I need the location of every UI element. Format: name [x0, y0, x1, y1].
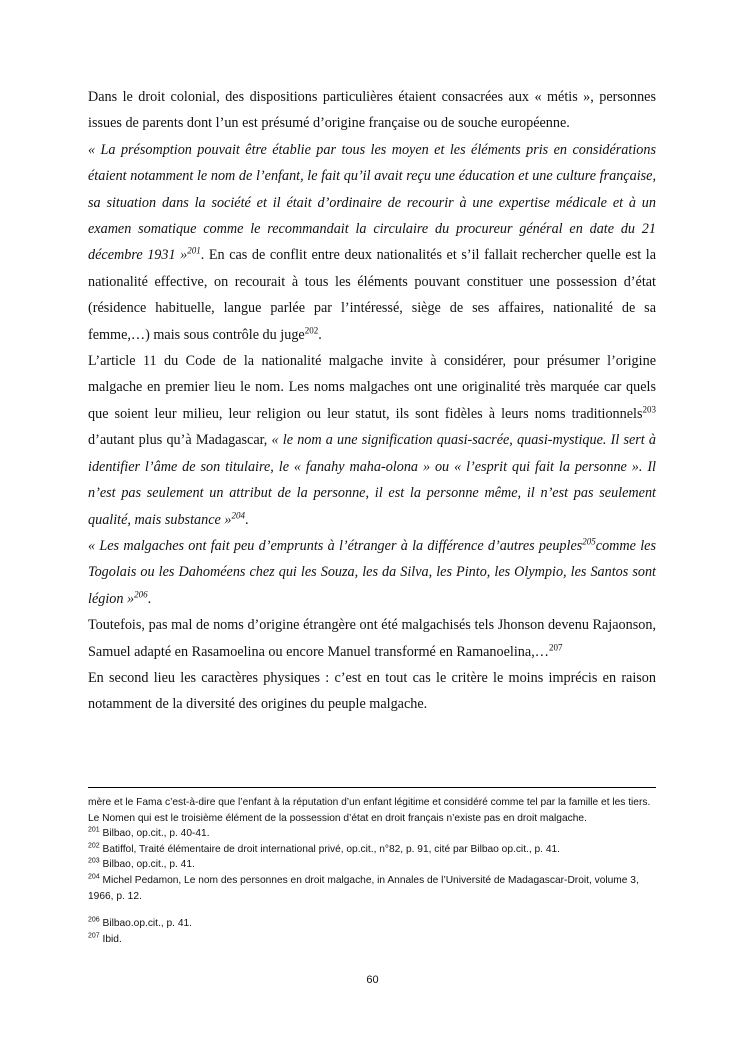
footnote-text: Bilbao.op.cit., p. 41. [99, 918, 192, 930]
paragraph-metis: Dans le droit colonial, des dispositions particulières étaient consacrées aux « métis », personnes issues de parents dont l’un est présumé d’origine française ou de souche européenne. [88, 89, 656, 132]
footnote-number: 207 [88, 932, 100, 940]
footnote-number: 206 [88, 916, 100, 924]
footnote-204 [88, 873, 656, 904]
quote-presumption: « La présomption pouvait être établie par tous les moyen et les éléments pris en considérations étaient notamment le nom de l’enfant, le fait qu’il avait reçu une éducation et une culture française, sa situation dans la société et il était d’ordinaire de recourir à une expertise médicale et à un examen somatique comme le recommandait la circulaire du procureur général en date du 21 décembre 1931 » [88, 141, 656, 264]
footnote-ref-205[interactable]: 205 [582, 536, 596, 547]
footnote-text: Michel Pedamon, Le nom des personnes en droit malgache, in Annales de l’Université de Madagascar-Droit, volume 3, 1966, p. 12. [88, 874, 639, 902]
text-conflict: . En cas de conflit entre deux nationalités et s’il fallait rechercher quelle est la nationalité effective, on recourait à tous les éléments pouvant constituer une possession d’état (résidence habituelle, langue parlée par l’intéressé, siège de ses affaires, nationalité de sa femme,…) mais sous contrôle du juge [88, 247, 656, 343]
footnote-ref-202[interactable]: 202 [304, 324, 319, 335]
footnote-text: Ibid. [99, 933, 122, 945]
footnote-text: Bilbao, op.cit., p. 40-41. [99, 828, 210, 840]
paragraph-toutefois [88, 612, 656, 665]
footnote-number: 202 [88, 842, 100, 850]
period: . [147, 590, 152, 607]
quote-emprunts-a: « Les malgaches ont fait peu d’emprunts à l’étranger à la différence d’autres peuples [88, 537, 583, 554]
footnote-gap [88, 904, 656, 916]
footnote-201 [88, 826, 656, 842]
page-number: 60 [366, 974, 379, 986]
paragraph-caracteres: En second lieu les caractères physiques : c’est en tout cas le critère le moins imprécis en raison notamment de la diversité des origines du peuple malgache. [88, 669, 656, 713]
footnote-separator [88, 787, 656, 788]
main-text [88, 84, 656, 718]
footnote-text: Bilbao, op.cit., p. 41. [99, 859, 195, 871]
footnote-203 [88, 857, 656, 873]
footnote-text: Batiffol, Traité élémentaire de droit international privé, op.cit., n°82, p. 91, cité par Bilbao op.cit., p. 41. [99, 843, 561, 855]
text-madagascar: d’autant plus qu’à Madagascar, [88, 432, 272, 449]
quote-nom: « le nom a une signification quasi-sacrée, quasi-mystique. Il sert à identifier l’âme de son titulaire, le « fanahy maha-olona » ou « l’esprit qui fait la personne ». Il n’est pas seulement un attribut de la personne, il est la personne même, il n’est pas seulement qualité, mais substance » [88, 432, 656, 528]
footnote-number: 203 [88, 857, 100, 865]
footnote-206 [88, 916, 656, 932]
paragraph-emprunts [88, 533, 656, 612]
period: . [318, 326, 322, 343]
footnote-continued: mère et le Fama c’est-à-dire que l’enfant à la réputation d’un enfant légitime et considéré comme tel par la famille et les tiers. Le Nomen qui est le troisième élément de la possession d’état en droit français n’existe pas en droit malgache. [88, 797, 651, 824]
footnote-ref-206[interactable]: 206 [134, 588, 148, 599]
quote-emprunts-b: comme les Togolais ou les Dahoméens chez qui les Souza, les da Silva, les Pinto, les Olympio, les Santos sont légion » [88, 537, 656, 607]
footnote-207 [88, 932, 656, 948]
footnotes [88, 795, 656, 947]
paragraph-presumption [88, 137, 656, 348]
period: . [244, 511, 249, 528]
text-article-11: L’article 11 du Code de la nationalité malgache invite à considérer, pour présumer l’origine malgache en premier lieu le nom. Les noms malgaches ont une originalité très marquée car quels que soient leur milieu, leur religion ou leur statut, ils sont fidèles à leurs noms traditionnels [88, 353, 656, 422]
footnote-number: 204 [88, 873, 100, 881]
footnote-202 [88, 842, 656, 858]
footnote-ref-204[interactable]: 204 [231, 509, 245, 520]
footnote-number: 201 [88, 826, 100, 834]
footnote-ref-201[interactable]: 201 [187, 245, 201, 256]
footnote-ref-203[interactable]: 203 [642, 404, 656, 415]
footnote-ref-207[interactable]: 207 [548, 641, 563, 652]
paragraph-article-11 [88, 348, 656, 533]
text-toutefois: Toutefois, pas mal de noms d’origine étrangère ont été malgachisés tels Jhonson devenu Rajaonson, Samuel adapté en Rasamoelina ou encore Manuel transformé en Ramanoelina,… [88, 617, 656, 660]
